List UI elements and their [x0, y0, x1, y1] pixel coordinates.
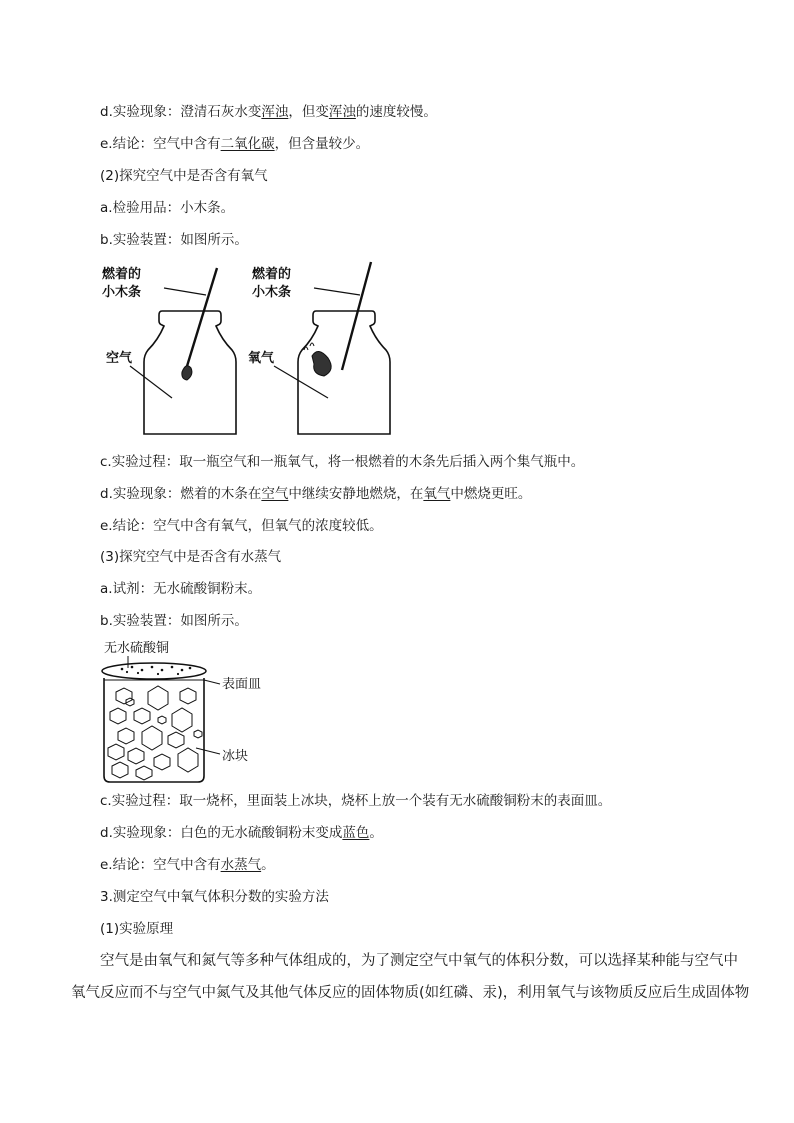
beaker-figure: [98, 636, 298, 786]
text-segment: 中燃烧更旺。: [450, 486, 532, 502]
underlined-answer: 空气: [261, 486, 289, 502]
oxygen-item-b: b.实验装置：如图所示。: [100, 232, 248, 248]
text-segment: ，但含量较少。: [274, 136, 370, 152]
underlined-answer: 二氧化碳: [220, 136, 275, 152]
text-segment: d.实验现象：燃着的木条在: [100, 486, 262, 502]
text-segment: 。: [369, 825, 383, 841]
water-item-c: c.实验过程：取一烧杯，里面装上冰块，烧杯上放一个装有无水硫酸铜粉末的表面皿。: [100, 793, 612, 809]
underlined-answer: 水蒸气: [220, 857, 262, 873]
right-gas-jar: [248, 262, 390, 434]
left-stick-label-line1: 燃着的: [102, 267, 142, 282]
principle-paragraph-line2: 氧气反应而不与空气中氮气及其他气体反应的固体物质(如红磷、汞)，利用氧气与该物质反应后生成固体物: [71, 985, 750, 1001]
section3-heading: 3.测定空气中氧气体积分数的实验方法: [100, 889, 329, 905]
left-gas-jar: [101, 266, 236, 434]
oxygen-item-d: [100, 485, 531, 503]
text-segment: 。: [261, 857, 275, 873]
left-stick-label-line2: 小木条: [102, 285, 142, 300]
text-segment: d.实验现象：澄清石灰水变: [100, 104, 262, 120]
oxygen-item-e: e.结论：空气中含有氧气，但氧气的浓度较低。: [100, 518, 383, 534]
principle-paragraph-line1: 空气是由氧气和氮气等多种气体组成的，为了测定空气中氧气的体积分数，可以选择某种能与空气中: [100, 953, 738, 969]
text-segment: 的速度较慢。: [355, 104, 437, 120]
ice-label: 冰块: [222, 749, 249, 764]
water-item-d: [100, 824, 383, 842]
section3-subheading: (1)实验原理: [100, 921, 174, 937]
text-segment: ，但变: [288, 104, 329, 120]
powder-dots: [121, 666, 192, 675]
underlined-answer: 浑浊: [328, 104, 356, 120]
text-segment: d.实验现象：白色的无水硫酸铜粉末变成: [100, 825, 343, 841]
watch-glass-label: 表面皿: [222, 677, 262, 692]
water-item-a: a.试剂：无水硫酸铜粉末。: [100, 581, 262, 597]
text-segment: e.结论：空气中含有: [100, 136, 221, 152]
text-segment: 中继续安静地燃烧，在: [288, 486, 424, 502]
right-stick-label-line1: 燃着的: [252, 267, 292, 282]
underlined-answer: 蓝色: [342, 825, 370, 841]
underlined-answer: 浑浊: [261, 104, 289, 120]
underlined-answer: 氧气: [423, 486, 451, 502]
ice-blocks: [108, 686, 202, 780]
right-stick-label-line2: 小木条: [252, 285, 292, 300]
text-segment: e.结论：空气中含有: [100, 857, 221, 873]
water-item-e: [100, 856, 275, 874]
watch-glass: [102, 663, 206, 679]
gas-jar-figure: [98, 258, 398, 438]
oxygen-item-a: a.检验用品：小木条。: [100, 200, 235, 216]
co2-conclusion: [100, 135, 369, 153]
oxygen-section-heading: (2)探究空气中是否含有氧气: [100, 168, 268, 184]
copper-sulfate-label: 无水硫酸铜: [104, 641, 170, 656]
left-gas-label: 空气: [106, 351, 133, 366]
right-gas-label: 氧气: [248, 351, 275, 366]
co2-observation: [100, 103, 437, 121]
water-section-heading: (3)探究空气中是否含有水蒸气: [100, 549, 282, 565]
water-item-b: b.实验装置：如图所示。: [100, 613, 248, 629]
oxygen-item-c: c.实验过程：取一瓶空气和一瓶氧气，将一根燃着的木条先后插入两个集气瓶中。: [100, 454, 585, 470]
